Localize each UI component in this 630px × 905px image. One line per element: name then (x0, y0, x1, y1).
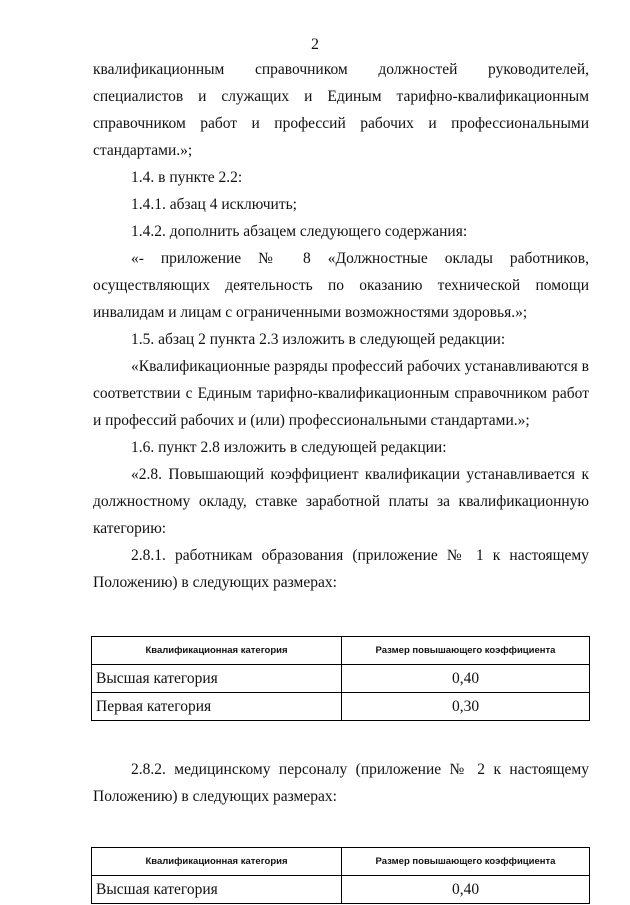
table-header-coefficient: Размер повышающего коэффициента (342, 637, 590, 665)
table-row (92, 693, 590, 721)
table-header-category: Квалификационная категория (92, 848, 342, 876)
coefficient-table-education (91, 636, 590, 721)
paragraph: 1.4. в пункте 2.2: (131, 169, 243, 186)
paragraph: «- приложение № 8 «Должностные оклады работников, осуществляющих деятельность по оказанию технической помощи инвалидам и лицам с ограниченными возможностями здоровья.»; (93, 250, 589, 321)
paragraph: 1.4.1. абзац 4 исключить; (131, 196, 297, 213)
table-cell-category: Первая категория (92, 693, 342, 721)
table-header-row (92, 848, 590, 876)
paragraph: 1.4.2. дополнить абзацем следующего содержания: (131, 223, 468, 240)
table-row (92, 665, 590, 693)
paragraph: «Квалификационные разряды профессий рабочих устанавливаются в соответствии с Единым тарифно-квалификационным справочником работ и профессий рабочих и (или) профессиональными стандартами.»; (93, 358, 589, 429)
table-cell-value: 0,40 (342, 665, 590, 693)
coefficient-table-medical (91, 847, 590, 904)
table-cell-category: Высшая категория (92, 876, 342, 904)
paragraph: 1.5. абзац 2 пункта 2.3 изложить в следующей редакции: (131, 331, 506, 348)
table-cell-value: 0,30 (342, 693, 590, 721)
table-cell-category: Высшая категория (92, 665, 342, 693)
spacer (93, 721, 589, 756)
document-body (93, 56, 589, 904)
paragraph: «2.8. Повышающий коэффициент квалификации устанавливается к должностному окладу, ставке заработной платы за квалификационную категорию: (93, 466, 589, 537)
paragraph: 2.8.2. медицинскому персоналу (приложение № 2 к настоящему Положению) в следующих размерах: (93, 761, 589, 805)
spacer (93, 596, 589, 636)
paragraph: 2.8.1. работникам образования (приложение № 1 к настоящему Положению) в следующих размерах: (93, 547, 589, 591)
table-header-row (92, 637, 590, 665)
table-cell-value: 0,40 (342, 876, 590, 904)
spacer (93, 810, 589, 847)
table-header-category: Квалификационная категория (92, 637, 342, 665)
paragraph: 1.6. пункт 2.8 изложить в следующей редакции: (131, 439, 447, 456)
page-number: 2 (311, 36, 319, 53)
table-header-coefficient: Размер повышающего коэффициента (342, 848, 590, 876)
table-row (92, 876, 590, 904)
paragraph: квалификационным справочником должностей руководителей, специалистов и служащих и Единым тарифно-квалификационным справочником работ и профессий рабочих и профессиональными стандартами.»; (93, 61, 589, 159)
